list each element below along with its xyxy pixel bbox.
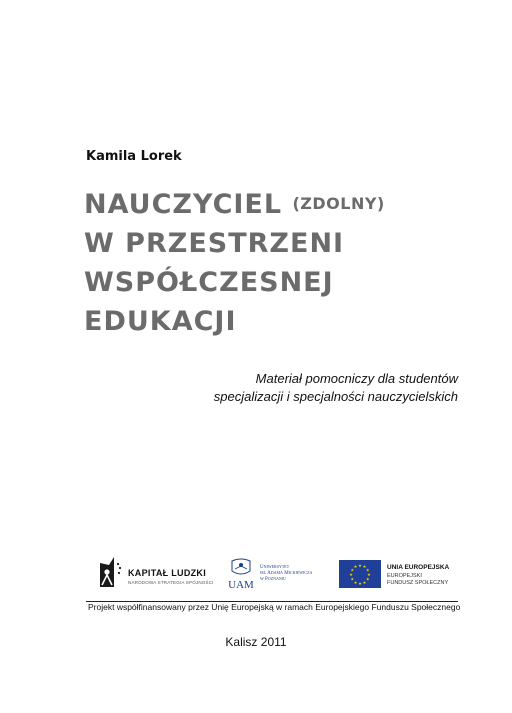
kapital-ludzki-logo <box>96 555 214 595</box>
svg-text:★: ★ <box>349 572 353 577</box>
svg-text:★: ★ <box>358 563 362 568</box>
svg-text:★: ★ <box>365 567 370 573</box>
title-line-1-small: (ZDOLNY) <box>292 194 385 213</box>
subtitle-line-2: specjalizacji i specjalności nauczycielskich <box>213 389 458 404</box>
uam-line-1: Uniwersytet <box>260 565 290 570</box>
svg-text:★: ★ <box>367 572 371 577</box>
title-line-1-main: NAUCZYCIEL <box>84 189 283 220</box>
place-and-year: Kalisz 2011 <box>225 635 287 649</box>
document-title <box>84 184 484 341</box>
svg-text:★: ★ <box>362 579 367 585</box>
project-cofinancing-note: Projekt współfinansowany przez Unię Europejską w ramach Europejskiego Funduszu Społecznego <box>88 602 461 612</box>
kapital-ludzki-emblem-icon <box>96 555 124 589</box>
svg-text:★: ★ <box>362 564 367 570</box>
svg-text:UAM: UAM <box>228 579 254 591</box>
eu-line-3: FUNDUSZ SPOŁECZNY <box>387 580 449 586</box>
title-line-1 <box>84 184 484 224</box>
title-line-2: W PRZESTRZENI <box>84 228 345 259</box>
sponsor-logos <box>96 555 456 595</box>
eu-fund-text <box>387 573 448 587</box>
svg-text:★: ★ <box>353 579 358 585</box>
svg-text:★: ★ <box>350 576 355 582</box>
kapital-ludzki-name: KAPITAŁ LUDZKI <box>128 568 207 578</box>
svg-text:★: ★ <box>365 576 370 582</box>
eu-flag-icon <box>339 560 381 588</box>
uam-logo <box>226 555 326 595</box>
svg-text:★: ★ <box>350 567 355 573</box>
svg-text:★: ★ <box>353 564 358 570</box>
uam-emblem-icon <box>226 557 256 593</box>
author-name: Kamila Lorek <box>86 149 182 164</box>
subtitle-line-1: Materiał pomocniczy dla studentów <box>255 371 458 386</box>
svg-text:★: ★ <box>358 581 362 586</box>
kapital-ludzki-tagline: NARODOWA STRATEGIA SPÓJNOŚCI <box>128 580 214 585</box>
uam-line-3: w Poznaniu <box>260 577 287 582</box>
document-subtitle <box>214 370 458 406</box>
eu-logo <box>339 555 464 595</box>
uam-line-2: im. Adama Mickiewicza <box>260 571 313 576</box>
eu-line-2: EUROPEJSKI <box>387 573 422 579</box>
eu-line-1: UNIA EUROPEJSKA <box>387 564 450 571</box>
title-line-4: EDUKACJI <box>84 306 237 337</box>
title-line-3: WSPÓŁCZESNEJ <box>84 267 334 298</box>
